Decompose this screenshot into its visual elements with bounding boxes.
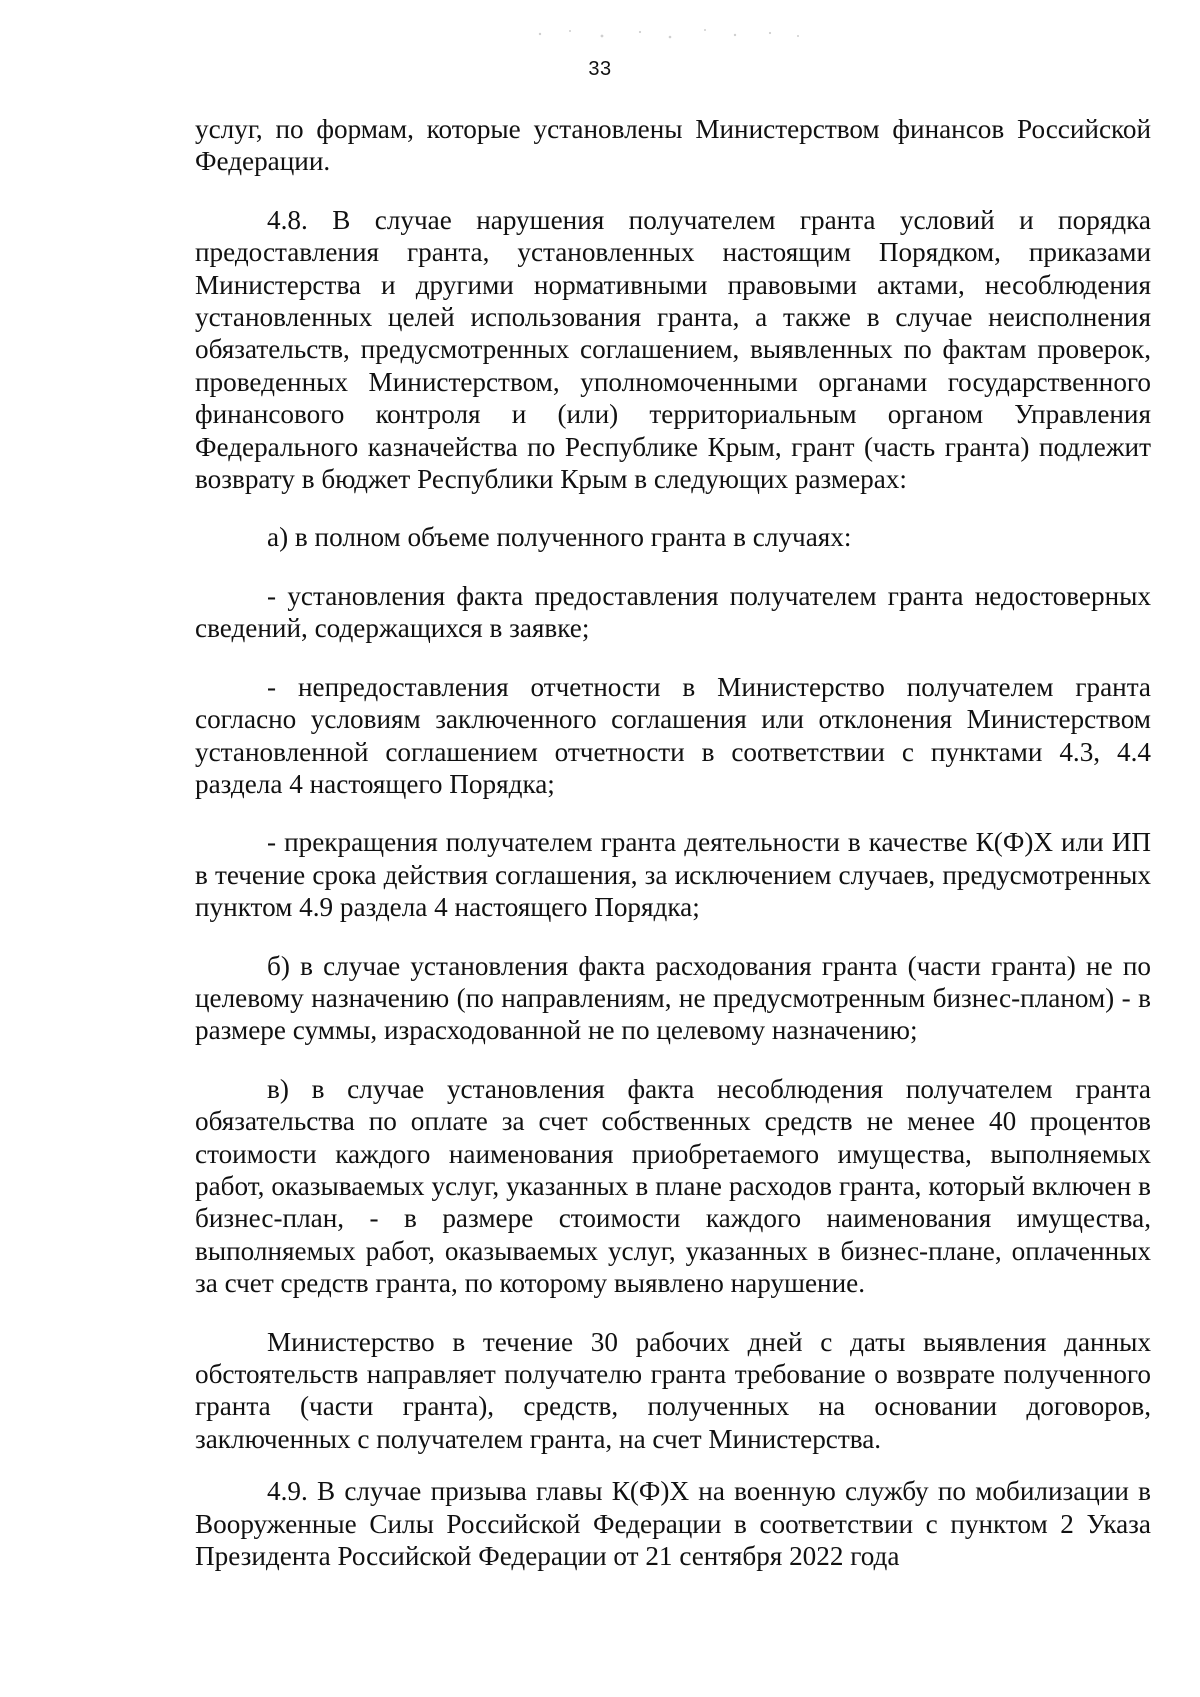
- document-body: [195, 113, 1151, 1572]
- paragraph-ministry-demand: Министерство в течение 30 рабочих дней с даты выявления данных обстоятельств направляет получателю гранта требование о возврате полученного гранта (части гранта), средств, полученных на основании договоров, заключенных с получателем гранта, на счет Министерства.: [195, 1326, 1151, 1454]
- paragraph-continuation: услуг, по формам, которые установлены Министерством финансов Российской Федерации.: [195, 114, 1151, 177]
- list-item-termination: - прекращения получателем гранта деятельности в качестве К(Ф)Х или ИП в течение срока действия соглашения, за исключением случаев, предусмотренных пунктом 4.9 раздела 4 настоящего Порядка;: [195, 827, 1151, 923]
- paragraph-b: б) в случае установления факта расходования гранта (части гранта) не по целевому назначению (по направлениям, не предусмотренным бизнес-планом) - в размере суммы, израсходованной не по целевому назначению;: [195, 950, 1151, 1046]
- paragraph-4-9: 4.9. В случае призыва главы К(Ф)Х на военную службу по мобилизации в Вооруженные Силы Российской Федерации в соответствии с пунктом 2 Указа Президента Российской Федерации от 21 сентября 2022 года: [195, 1476, 1151, 1572]
- page-number: 33: [588, 58, 612, 80]
- scan-artifact: [530, 22, 810, 46]
- list-item-false-info: - установления факта предоставления получателем гранта недостоверных сведений, содержащихся в заявке;: [195, 580, 1151, 644]
- paragraph-4-8: 4.8. В случае нарушения получателем гранта условий и порядка предоставления гранта, установленных настоящим Порядком, приказами Министерства и другими нормативными правовыми актами, несоблюдения установленных целей использования гранта, а также в случае неисполнения обязательств, предусмотренных соглашением, выявленных по фактам проверок, проведенных Министерством, уполномоченными органами государственного финансового контроля и (или) территориальным органом Управления Федерального казначейства по Республике Крым, грант (часть гранта) подлежит возврату в бюджет Республики Крым в следующих размерах:: [195, 204, 1151, 495]
- paragraph-v: в) в случае установления факта несоблюдения получателем гранта обязательства по оплате за счет собственных средств не менее 40 процентов стоимости каждого наименования приобретаемого имущества, выполняемых работ, оказываемых услуг, указанных в плане расходов гранта, который включен в бизнес-план, - в размере стоимости каждого наименования имущества, выполняемых работ, оказываемых услуг, указанных в бизнес-плане, оплаченных за счет средств гранта, по которому выявлено нарушение.: [195, 1073, 1151, 1299]
- list-item-no-report: - непредоставления отчетности в Министерство получателем гранта согласно условиям заключенного соглашения или отклонения Министерством установленной соглашением отчетности в соответствии с пунктами 4.3, 4.4 раздела 4 настоящего Порядка;: [195, 671, 1151, 799]
- paragraph-a: а) в полном объеме полученного гранта в случаях:: [267, 522, 852, 553]
